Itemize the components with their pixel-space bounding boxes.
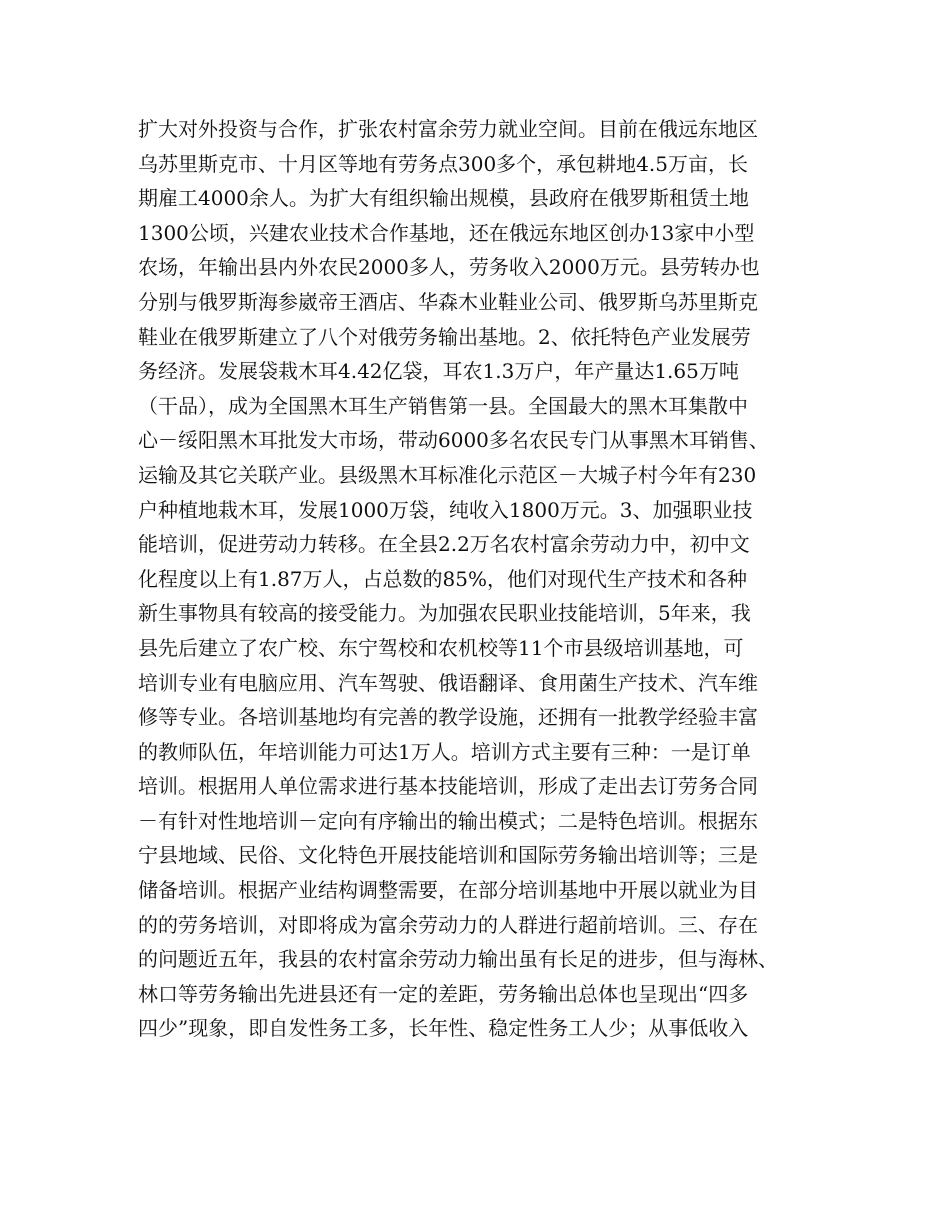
text-line-1: 扩大对外投资与合作，扩张农村富余劳力就业空间。目前在俄远东地区	[138, 117, 758, 141]
text-line-9: （干品），成为全国黑木耳生产销售第一县。全国最大的黑木耳集散中	[138, 393, 748, 418]
text-line-11: 运输及其它关联产业。县级黑木耳标准化示范区－大城子村今年有230	[138, 462, 757, 487]
text-line-15: 新生事物具有较高的接受能力。为加强农民职业技能培训，5年来，我	[138, 601, 751, 626]
text-line-26: 林口等劳务输出先进县还有一定的差距，劳务输出总体也呈现出“四多	[138, 981, 749, 1006]
text-line-13: 能培训，促进劳动力转移。在全县2.2万名农村富余劳动力中，初中文	[138, 532, 750, 557]
text-line-25: 的问题近五年，我县的农村富余劳动力输出虽有长足的进步，但与海林、	[138, 947, 778, 972]
text-line-14: 化程度以上有1.87万人，占总数的85%，他们对现代生产技术和各种	[138, 566, 747, 591]
text-line-4: 1300公顷，兴建农业技术合作基地，还在俄远东地区创办13家中小型	[138, 220, 755, 245]
text-line-16: 县先后建立了农广校、东宁驾校和农机校等11个市县级培训基地，可	[138, 635, 744, 660]
text-line-12: 户种植地栽木耳，发展1000万袋，纯收入1800万元。3、加强职业技	[138, 497, 753, 522]
text-line-19: 的教师队伍，年培训能力可达1万人。培训方式主要有三种：一是订单	[138, 739, 751, 764]
text-line-23: 储备培训。根据产业结构调整需要，在部分培训基地中开展以就业为目	[138, 878, 758, 903]
text-line-17: 培训专业有电脑应用、汽车驾驶、俄语翻译、食用菌生产技术、汽车维	[138, 670, 758, 695]
text-line-24: 的的劳务培训，对即将成为富余劳动力的人群进行超前培训。三、存在	[138, 912, 758, 937]
text-line-7: 鞋业在俄罗斯建立了八个对俄劳务输出基地。2、依托特色产业发展劳	[138, 324, 751, 349]
text-line-18: 修等专业。各培训基地均有完善的教学设施，还拥有一批教学经验丰富	[138, 705, 758, 730]
text-line-5: 农场，年输出县内外农民2000多人，劳务收入2000万元。县劳转办也	[138, 255, 760, 280]
text-line-10: 心－绥阳黑木耳批发大市场，带动6000多名农民专门从事黑木耳销售、	[138, 428, 769, 453]
text-line-21: －有针对性地培训－定向有序输出的输出模式；二是特色培训。根据东	[138, 808, 758, 833]
body-text	[138, 112, 828, 1046]
text-line-27: 四少”现象，即自发性务工多，长年性、稳定性务工人少；从事低收入	[138, 1016, 749, 1041]
text-line-8: 务经济。发展袋栽木耳4.42亿袋，耳农1.3万户，年产量达1.65万吨	[138, 359, 739, 384]
text-line-22: 宁县地域、民俗、文化特色开展技能培训和国际劳务输出培训等；三是	[138, 843, 758, 868]
text-line-2: 乌苏里斯克市、十月区等地有劳务点300多个，承包耕地4.5万亩，长	[138, 151, 748, 176]
text-line-6: 分别与俄罗斯海参崴帝王酒店、华森木业鞋业公司、俄罗斯乌苏里斯克	[138, 289, 758, 314]
text-line-3: 期雇工4000余人。为扩大有组织输出规模，县政府在俄罗斯租赁土地	[138, 186, 749, 211]
text-line-20: 培训。根据用人单位需求进行基本技能培训，形成了走出去订劳务合同	[138, 774, 758, 799]
